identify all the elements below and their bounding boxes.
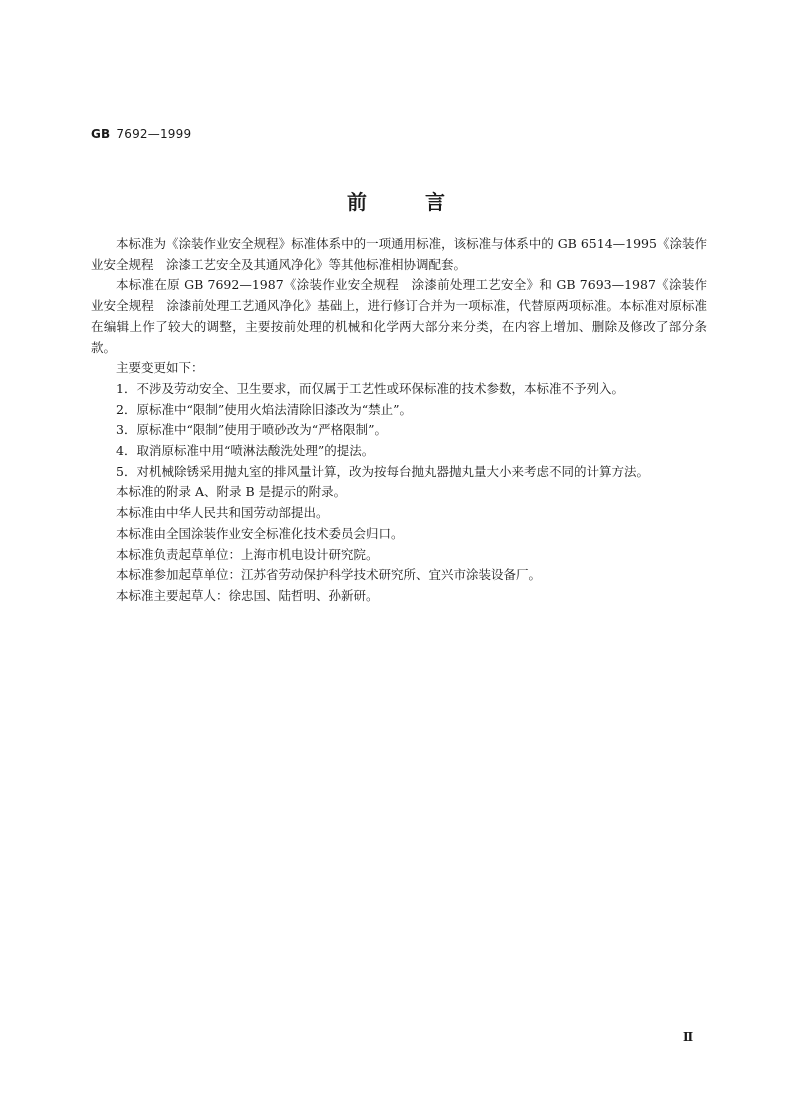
paragraph-authors: 本标准主要起草人：徐忠国、陆哲明、孙新研。 xyxy=(116,587,379,603)
standard-code: 7692—1999 xyxy=(116,127,192,141)
change-item-1: 1．不涉及劳动安全、卫生要求，而仅属于工艺性或环保标准的技术参数，本标准不予列入。 xyxy=(116,380,624,396)
standard-number xyxy=(91,127,191,141)
change-item-4: 4．取消原标准中用“喷淋法酸洗处理”的提法。 xyxy=(116,443,375,459)
paragraph-scope: 本标准为《涂装作业安全规程》标准体系中的一项通用标准，该标准与体系中的 GB 6514—1995《涂装作业安全规程 涂漆工艺安全及其通风净化》等其他标准相协调配套。 xyxy=(91,236,707,272)
page-number: Ⅱ xyxy=(683,1030,694,1044)
paragraph-appendix: 本标准的附录 A、附录 B 是提示的附录。 xyxy=(116,484,347,500)
paragraph-lead-drafter: 本标准负责起草单位：上海市机电设计研究院。 xyxy=(116,546,379,562)
paragraph-history: 本标准在原 GB 7692—1987《涂装作业安全规程 涂漆前处理工艺安全》和 GB 7693—1987《涂装作业安全规程 涂漆前处理工艺通风净化》基础上，进行修订合并为一项标准，代替原两项标准。本标准对原标准在编辑上作了较大的调整，主要按前处理的机械和化学两大部分来分类，在内容上增加、删除及修改了部分条款。 xyxy=(91,277,707,355)
change-item-2: 2．原标准中“限制”使用火焰法清除旧漆改为“禁止”。 xyxy=(116,401,413,417)
paragraph-committee: 本标准由全国涂装作业安全标准化技术委员会归口。 xyxy=(116,525,404,541)
standard-prefix: GB xyxy=(91,127,111,141)
change-item-3: 3．原标准中“限制”使用于喷砂改为“严格限制”。 xyxy=(116,422,388,438)
section-title: 前言 xyxy=(347,190,503,214)
foreword-body xyxy=(91,234,707,607)
paragraph-co-drafters: 本标准参加起草单位：江苏省劳动保护科学技术研究所、宜兴市涂装设备厂。 xyxy=(116,567,542,583)
paragraph-changes-intro: 主要变更如下： xyxy=(116,360,204,376)
paragraph-proposer: 本标准由中华人民共和国劳动部提出。 xyxy=(116,505,329,521)
change-item-5: 5．对机械除锈采用抛丸室的排风量计算，改为按每台抛丸器抛丸量大小来考虑不同的计算方法。 xyxy=(116,463,649,479)
